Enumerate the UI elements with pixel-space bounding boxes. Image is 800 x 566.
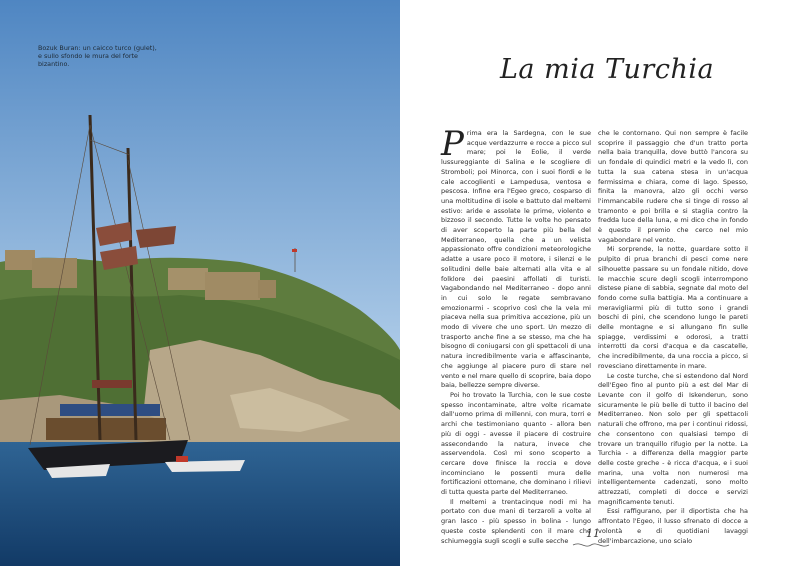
paragraph: che le contornano. Qui non sempre è facile scoprire il passaggio che d'un tratto porta nella baia tranquilla, dove buttò l'ancora su un fondale di quindici metri e la vedo lì, con tutta la sua catena stesa in un'acqua fermissima e chiara, come di lago. Spesso, finita la manovra, alzo gli occhi verso l'immancabile rudere che si tinge di rosso al tramonto e poi brilla e si staglia contro la fredda luce della luna, e mi dico che in fondo è questo il premio che cerco nel mio vagabondare nel vento. — [598, 129, 748, 244]
paragraph: Il meltemi a trentacinque nodi mi ha portato con due mani di terzaroli a volte al gran lasco - più spesso in bolina - lungo queste coste splendenti con il mare che schiumeggia sugli scogli e sulle secche — [441, 497, 591, 545]
drop-cap: P — [441, 124, 464, 164]
article-title: La mia Turchia — [500, 54, 715, 85]
paragraph: Prima era la Sardegna, con le sue acque verdazzurre e rocce a picco sul mare; poi le Eolie, il verde lussureggiante di Salina e le scogliere di Stromboli; poi Minorca, con i suoi fiordi e le cale accoglienti e Lampedusa, ventosa e pescosa. Infine era l'Egeo greco, cosparso di una moltitudine di isole e battuto dal meltemi estivo: aride e assolate le prime, violento e bizzoso il secondo. Tutte le volte ho pensato di aver scoperto la parte più bella del Mediterraneo, quella che a un velista appassionato offre condizioni meteorologiche adatte a usare poco il motore, i silenzi e le solitudini delle baie alternati alla vita e al folklore dei paesini affollati di turisti. Vagabondando nel Mediterraneo - dopo anni in cui solo le regate sembravano emozionarmi - scoprivo così che la vela mi piaceva nella sua primitiva accezione, più un modo di vivere che uno sport. Un mezzo di trasporto anche fine a se stesso, ma che ha bisogno di coniugarsi con gli spettacoli di una natura incredibilmente varia e affascinante, che aggiunge al piacere puro di stare nel vento e nel mare quello di scoprire, baia dopo baia, bellezze sempre diverse. — [441, 124, 591, 390]
paragraph: Poi ho trovato la Turchia, con le sue coste spesso incontaminate, altre volte ricamate dall'uomo prima di millenni, con mura, torri e archi che testimoniano quanto - allora ben più di oggi - avesse il piacere di costruire assecondando la natura, invece che asservendola. Così mi sono scoperto a cercare dove finisce la roccia e dove incominciano le possenti mura delle fortificazioni ottomane, che dominano i rilievi di tutta questa parte del Mediterraneo. — [441, 390, 591, 497]
text-column-2 — [598, 129, 748, 546]
page-number: 11 — [586, 527, 600, 540]
paragraph: Mi sorprende, la notte, guardare sotto il pulpito di prua branchi di pesci come nere silhouette passare su un fondale nitido, dove le macchie scure degli scogli interrompono distese piane di sabbia, segnate dal moto del fondo come sulla battigia. Ma a continuare a meravigliarmi più di tutto sono i grandi boschi di pini, che scendono lungo le pareti delle montagne e si allungano fin sulle spiagge, verdissimi e odorosi, a tratti interrotti da corsi d'acqua e da cascatelle, che incredibilmente, da una roccia a picco, si rovesciano direttamente in mare. — [598, 245, 748, 370]
fortress-wall — [5, 250, 35, 270]
text-column-1 — [441, 124, 591, 546]
article-page — [400, 0, 800, 566]
paragraph: Le coste turche, che si estendono dal Nord dell'Egeo fino al punto più a est del Mar di Levante con il golfo di Iskenderun, sono sicuramente le più belle di tutto il bacino del Mediterraneo. Non solo per gli spettacoli naturali che offrono, ma per i continui ridossi, che consentono con qualsiasi tempo di trovare un tranquillo rifugio per la notte. La Turchia - a differenza della maggior parte delle coste greche - è ricca d'acqua, e i suoi marina, una volta non numerosi ma intelligentemente cadenzati, sono molto attrezzati, completi di docce e servizi magnificamente tenuti. — [598, 371, 748, 506]
photo-caption: Bozuk Buran: un caicco turco (gulet), e sullo sfondo le mura del forte bizantino. — [38, 44, 157, 68]
paragraph: Essi raffigurano, per il diportista che ha affrontato l'Egeo, il lusso sfrenato di docce a volontà e di quotidiani lavaggi dell'imbarcazione, uno scialo — [598, 507, 748, 545]
flag — [292, 249, 297, 252]
ornament-flourish-icon — [571, 541, 611, 549]
